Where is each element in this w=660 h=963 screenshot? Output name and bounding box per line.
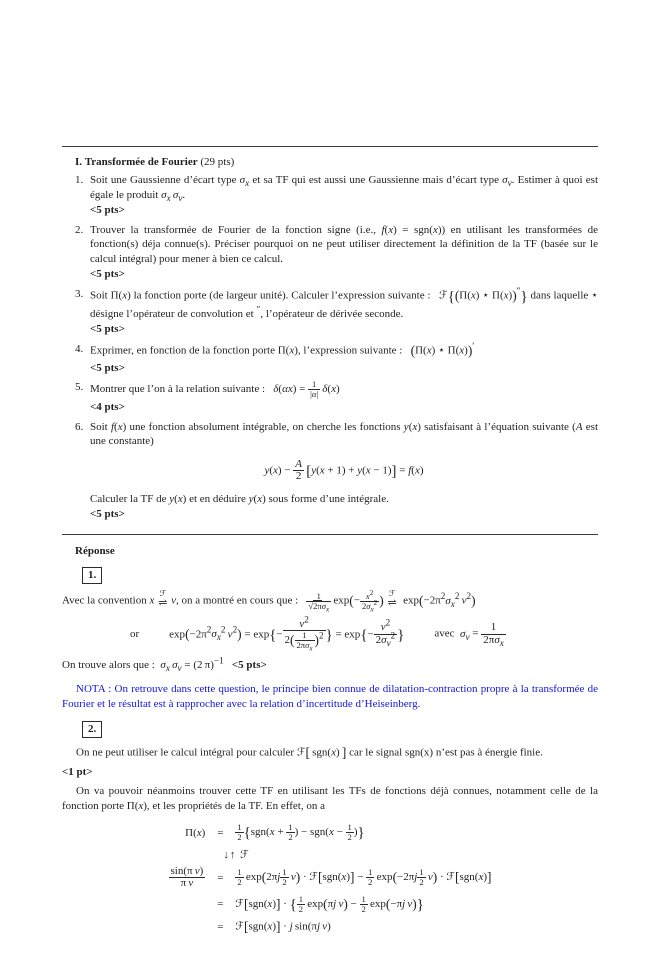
equation-rhs: $\frac{1}{2}$ {sgn(x + $\frac{1}{2}$ ) − sgn(x − $\frac{1}{2}$ )}	[237, 822, 365, 843]
question-item-2	[62, 223, 598, 282]
answer2-paragraph-2: On va pouvoir néanmoins trouver cette TF en utilisant les TFs de fonctions déjà connues, notamment celle de la fonction porte Π(x), et les propriétés de la TF. En effet, on a	[62, 784, 598, 812]
question-text: Trouver la transformée de Fourier de la fonction signe (i.e., f(x) = sgn(x)) en utilisant les transformées de fonction(s) déja connue(s). Préciser pourquoi on ne peut utiliser directement la définition de la TF (basée sur le calcul intégral) pour mener à bien ce calcul.	[90, 223, 598, 265]
avec-definition: avec $\sigma_\nu$ = 1 $2\pi\sigma_x$	[434, 621, 504, 649]
equation-lhs: Π(x)	[185, 827, 206, 839]
question-number: 3.	[75, 287, 84, 300]
section-numeral: I.	[75, 156, 83, 168]
or-label: or	[130, 628, 140, 641]
equation-relation: =	[217, 827, 224, 839]
section-heading	[75, 156, 598, 168]
equation-rhs: ℱ[sgn(x)] · j sin(πj ν)	[235, 918, 331, 934]
equation-relation: =	[217, 920, 224, 933]
points-label: <5 pts>	[90, 508, 125, 521]
points-label: <5 pts>	[90, 204, 125, 217]
equation-rhs: ℱ[sgn(x)] · { $\frac{1}{2}$ exp(πj ν) − $\frac{1}{2}$ exp(−πj ν)}	[235, 893, 424, 914]
question6-equation: y(x) − $\frac{A}{2}$ [y(x + 1) + y(x − 1)] = f(x)	[264, 457, 424, 483]
question-number: 2.	[75, 223, 84, 236]
question-number: 1.	[75, 174, 84, 186]
nota-paragraph: NOTA : On retrouve dans cette question, le principe bien connue de dilatation-contraction propre à la transformée de Fourier et le résultat est à rapprocher avec la relation d’incertitude d’Heiseinberg.	[62, 682, 598, 710]
points-label: <5 pts>	[90, 361, 125, 374]
question6-followup: Calculer la TF de y(x) et en déduire y(x) sous forme d’une intégrale.	[90, 492, 389, 505]
question-number: 4.	[75, 342, 84, 355]
question-item-4	[62, 342, 598, 375]
points-label: <5 pts>	[231, 659, 267, 672]
answer2-equation-block	[62, 823, 598, 934]
equation-lhs: $\frac{\text{sin(π ν)}}{\text{π ν}}$	[170, 864, 204, 890]
answer1-derivation-line: Avec la convention x ℱ ⇌ ν, on a montré en cours que : 1 $√2\pi\sigma_x$ exp(− $\frac{x^2}{2\sigma_x^2}$ ) ℱ ⇌ $\exp(-2\pi^2\sigma_x^2$ $\nu^2$)	[62, 588, 476, 614]
response-divider-rule	[62, 534, 598, 535]
answer-2-box: 2.	[82, 721, 102, 738]
equation-rhs: $\frac{1}{2}$ exp(2πj $\frac{1}{2}$ ν) · ℱ[sgn(x)] − $\frac{1}{2}$ exp(−2πj $\frac{1}{2}$ ν) · ℱ[sgn(x)]	[237, 867, 492, 888]
question-number: 6.	[75, 420, 84, 433]
question-item-3	[62, 287, 598, 337]
points-label: <5 pts>	[90, 323, 125, 336]
equation-relation: =	[217, 898, 224, 911]
answer-1-box: 1.	[82, 567, 102, 584]
answer1-or-equation-row	[130, 613, 598, 653]
section-title: Transformée de Fourier	[84, 156, 198, 168]
answer2-paragraph-1: On ne peut utiliser le calcul intégral pour calculer ℱ[ sgn(x) ] car le signal sgn(x) n’est pas à énergie finie.	[76, 744, 543, 760]
response-heading: Réponse	[75, 544, 115, 557]
points-label: <5 pts>	[90, 268, 125, 281]
question-item-6	[62, 420, 598, 522]
question-item-1	[62, 173, 598, 218]
document-content	[62, 146, 598, 935]
question-text: Montrer que l’on à la relation suivante : δ(αx) = $\frac{1}{|\alpha|}$ δ(x)	[90, 379, 340, 400]
question-number: 5.	[75, 381, 84, 394]
question-text: Soit Π(x) la fonction porte (de largeur unité). Calculer l’expression suivante : ℱ{(Π(x) ⋆ Π(x))″} dans laquelle ⋆ désigne l’opérateur de convolution et ″, l’opérateur de dérivée seconde.	[90, 285, 598, 320]
question-text: Soit une Gaussienne d’écart type $\sigma_x$ et sa TF qui est aussi une Gaussienne mais d’écart type $\sigma_\nu$. Estimer à quoi est égale le produit $\sigma_x$ $\sigma_\nu$.	[90, 174, 598, 203]
question-item-5	[62, 380, 598, 415]
answer1-result-line	[62, 655, 598, 674]
points-label: <1 pt>	[62, 765, 93, 778]
fourier-updown-arrows: ↓↑ ℱ	[223, 848, 250, 861]
equation-relation: =	[217, 871, 224, 884]
section-points: (29 pts)	[200, 156, 235, 168]
answer1-result: On trouve alors que : $\sigma_x$ $\sigma_\nu = (2$ π)$^{-1}$	[62, 655, 224, 674]
top-rule	[62, 146, 598, 147]
or-equation: $\exp(-2\pi^2\sigma_x^2$ $\nu^2) = \exp\{-$ $\nu^2$ 2( 1 $2\pi\sigma_x$ )$^2$ } = exp{− $\frac{\nu^2}{2\sigma_\nu^2}$ }	[169, 613, 405, 653]
question-text: Soit f(x) une fonction absolument intégrable, on cherche les fonctions y(x) satisfaisant à l’équation suivante (A est une constante)	[90, 420, 599, 448]
points-label: <4 pts>	[90, 401, 125, 414]
question-text: Exprimer, en fonction de la fonction porte Π(x), l’expression suivante : (Π(x) ⋆ Π(x))′	[90, 341, 475, 358]
